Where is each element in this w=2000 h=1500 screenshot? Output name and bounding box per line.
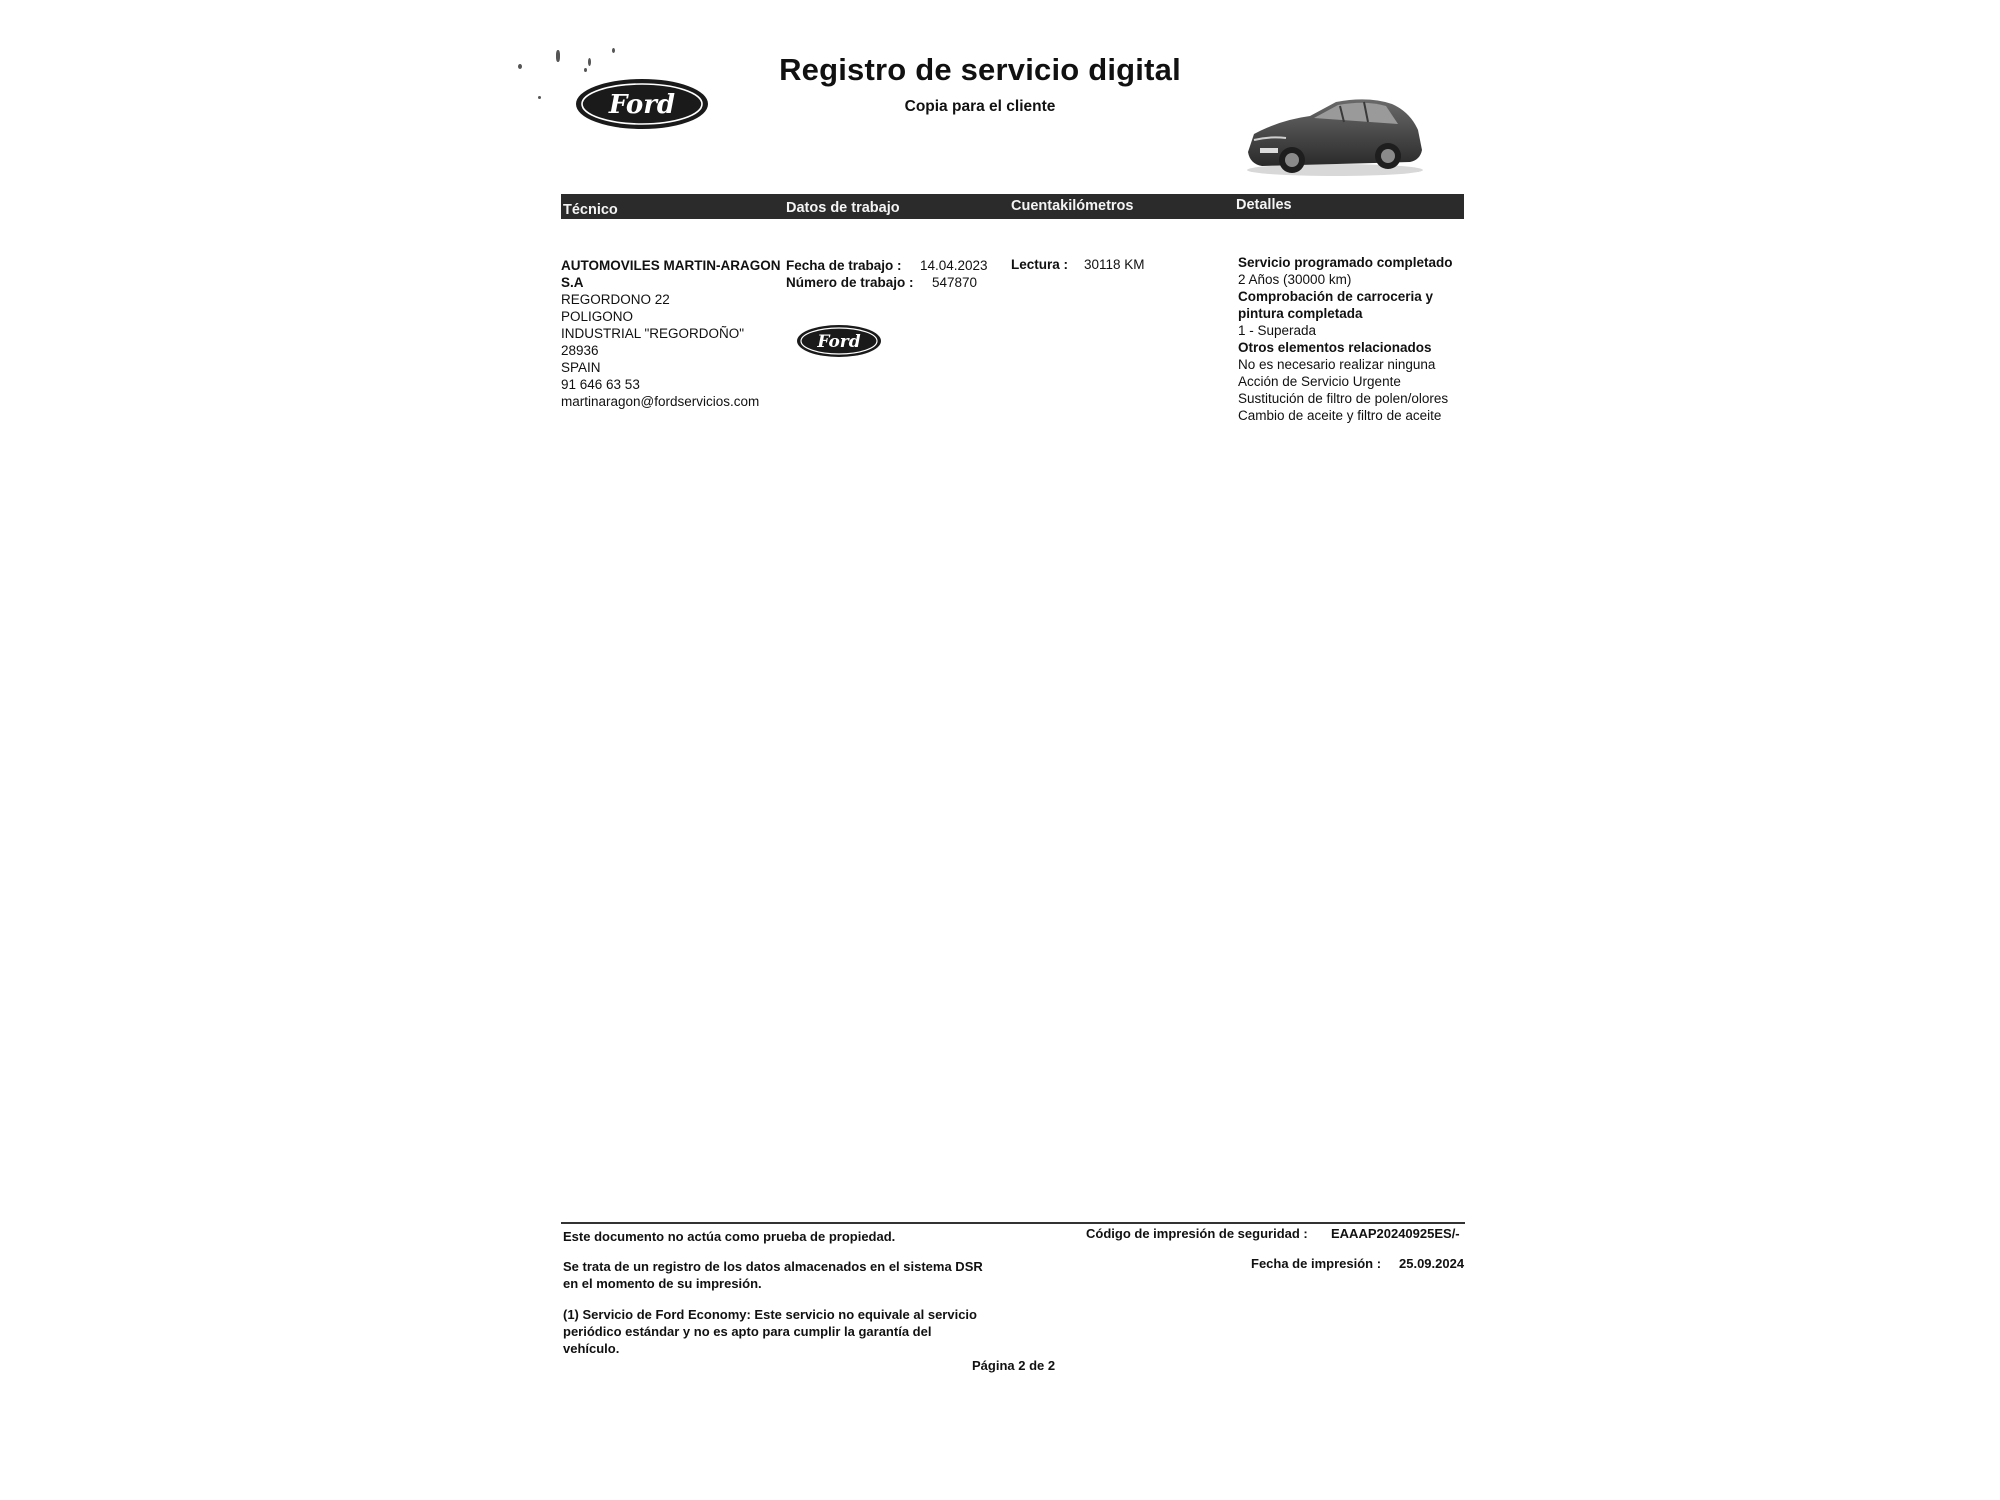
scan-speck bbox=[538, 96, 541, 99]
page-title: Registro de servicio digital bbox=[779, 52, 1181, 87]
economy-note-line: (1) Servicio de Ford Economy: Este servicio no equivale al servicio bbox=[563, 1307, 977, 1322]
details-line: Acción de Servicio Urgente bbox=[1238, 374, 1401, 389]
technician-name-suffix: S.A bbox=[561, 275, 584, 290]
technician-block bbox=[561, 257, 791, 410]
details-list bbox=[1238, 254, 1478, 424]
work-date-label: Fecha de trabajo : bbox=[786, 258, 902, 273]
ford-logo-text: Ford bbox=[608, 90, 676, 120]
economy-note-line: vehículo. bbox=[563, 1341, 620, 1356]
print-date-label: Fecha de impresión : bbox=[1251, 1256, 1382, 1271]
details-line: Sustitución de filtro de polen/olores bbox=[1238, 391, 1449, 406]
details-line: pintura completada bbox=[1238, 306, 1363, 321]
address-line: INDUSTRIAL "REGORDOÑO" bbox=[561, 326, 745, 341]
work-date-value: 14.04.2023 bbox=[920, 258, 988, 273]
ownership-note: Este documento no actúa como prueba de propiedad. bbox=[563, 1229, 896, 1244]
column-header-details: Detalles bbox=[1236, 197, 1292, 213]
economy-note-line: periódico estándar y no es apto para cumplir la garantía del bbox=[563, 1324, 932, 1339]
odometer-label: Lectura : bbox=[1011, 257, 1069, 272]
odometer-value: 30118 KM bbox=[1084, 257, 1145, 272]
print-date-value: 25.09.2024 bbox=[1399, 1256, 1465, 1271]
details-line: 2 Años (30000 km) bbox=[1238, 272, 1352, 287]
technician-phone: 91 646 63 53 bbox=[561, 377, 640, 392]
details-line: Otros elementos relacionados bbox=[1238, 340, 1432, 355]
dsr-note-line: Se trata de un registro de los datos almacenados en el sistema DSR bbox=[563, 1259, 983, 1274]
details-line: Cambio de aceite y filtro de aceite bbox=[1238, 408, 1442, 423]
work-number-label: Número de trabajo : bbox=[786, 275, 914, 290]
address-line: POLIGONO bbox=[561, 309, 634, 324]
column-header-odometer: Cuentakilómetros bbox=[1011, 198, 1134, 214]
car-image bbox=[1240, 90, 1430, 180]
footer-divider bbox=[561, 1222, 1465, 1224]
ford-logo-small-icon bbox=[796, 324, 882, 358]
details-line: Comprobación de carroceria y bbox=[1238, 289, 1434, 304]
scan-speck bbox=[556, 50, 560, 62]
technician-name: AUTOMOVILES MARTIN-ARAGON bbox=[561, 258, 781, 273]
details-line: Servicio programado completado bbox=[1238, 255, 1453, 270]
security-code-value: EAAAP20240925ES/- bbox=[1331, 1226, 1460, 1241]
column-header-work-data: Datos de trabajo bbox=[786, 200, 900, 216]
column-header-technician: Técnico bbox=[563, 202, 618, 218]
scan-speck bbox=[518, 64, 522, 69]
ford-logo-icon bbox=[575, 78, 709, 130]
dsr-note bbox=[563, 1258, 1163, 1292]
scan-speck bbox=[584, 68, 587, 72]
scan-speck bbox=[588, 58, 591, 66]
scan-speck bbox=[612, 48, 615, 53]
address-line: 28936 bbox=[561, 343, 599, 358]
ford-logo-small-text: Ford bbox=[817, 332, 861, 352]
table-header-bar bbox=[561, 194, 1464, 219]
page-subtitle: Copia para el cliente bbox=[904, 98, 1056, 115]
dsr-note-line: en el momento de su impresión. bbox=[563, 1276, 762, 1291]
address-line: REGORDONO 22 bbox=[561, 292, 670, 307]
page-number: Página 2 de 2 bbox=[972, 1358, 1056, 1373]
economy-note bbox=[563, 1306, 1163, 1357]
details-line: No es necesario realizar ninguna bbox=[1238, 357, 1436, 372]
address-line: SPAIN bbox=[561, 360, 601, 375]
details-line: 1 - Superada bbox=[1238, 323, 1317, 338]
security-code-label: Código de impresión de seguridad : bbox=[1086, 1226, 1308, 1241]
work-number-value: 547870 bbox=[932, 275, 978, 290]
technician-email: martinaragon@fordservicios.com bbox=[561, 394, 760, 409]
